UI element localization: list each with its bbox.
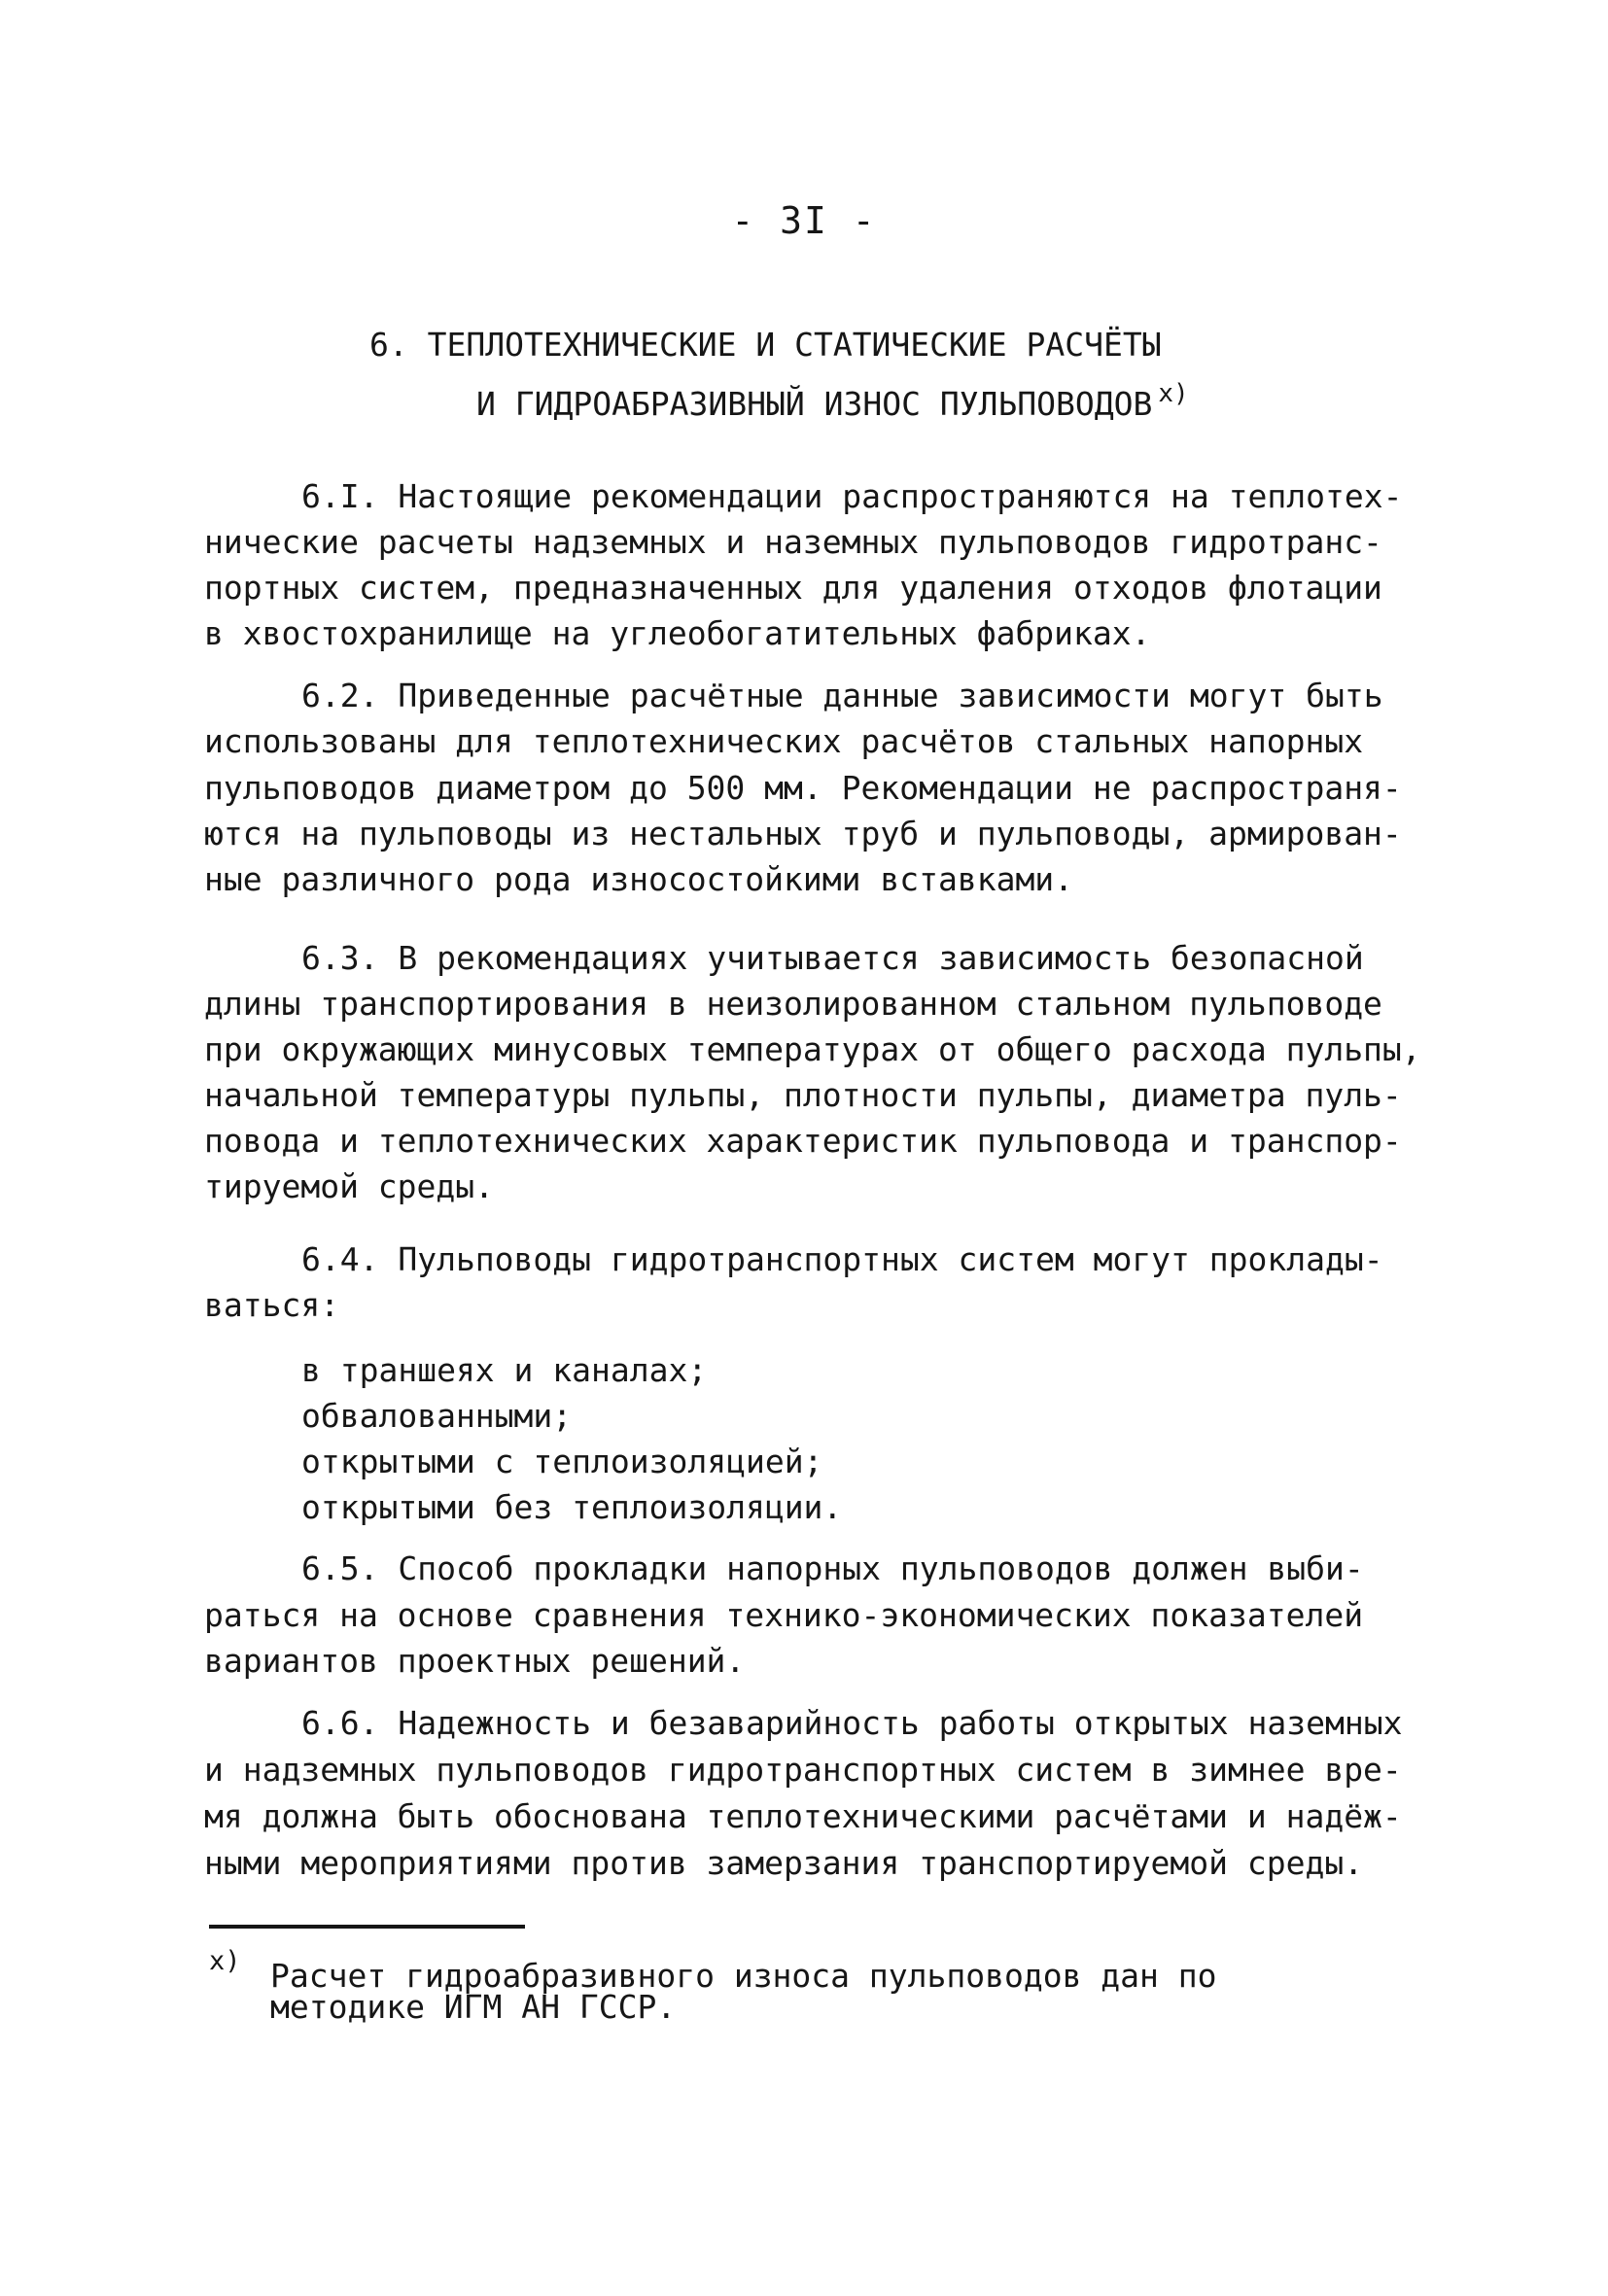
- paragraph-6-3-line: длины транспортирования в неизолированном стальном пульповоде: [204, 985, 1382, 1023]
- paragraph-6-4-line: 6.4. Пульповоды гидротранспортных систем могут проклады-: [301, 1240, 1383, 1278]
- paragraph-6-3-line: при окружающих минусовых температурах от общего расхода пульпы,: [204, 1030, 1421, 1068]
- section-heading-line-1: 6. ТЕПЛОТЕХНИЧЕСКИЕ И СТАТИЧЕСКИЕ РАСЧЁТЫ: [369, 326, 1162, 364]
- section-heading: [369, 321, 1342, 429]
- paragraph-6-6-line: 6.6. Надежность и безаварийность работы открытых наземных: [301, 1704, 1403, 1742]
- paragraph-6-5-line: 6.5. Способ прокладки напорных пульповодов должен выби-: [301, 1549, 1364, 1587]
- paragraph-6-6-line: мя должна быть обоснована теплотехническими расчётами и надёж-: [204, 1797, 1402, 1835]
- paragraph-6-6-line: ными мероприятиями против замерзания транспортируемой среды.: [204, 1844, 1364, 1882]
- paragraph-6-2-line: ются на пульповоды из нестальных труб и пульповоды, армирован-: [204, 815, 1402, 852]
- footnote-line: Расчет гидроабразивного износа пульповодов дан по: [270, 1957, 1217, 1995]
- paragraph-6-1-line: портных систем, предназначенных для удаления отходов флотации: [204, 569, 1382, 607]
- paragraph-6-3-line: повода и теплотехнических характеристик пульповода и транспор-: [204, 1122, 1402, 1160]
- footnote-divider: [209, 1925, 525, 1929]
- list-item: в траншеях и каналах;: [301, 1351, 708, 1389]
- paragraph-6-2-line: ные различного рода износостойкими вставками.: [204, 860, 1074, 898]
- paragraph-6-6-line: и надземных пульповодов гидротранспортных систем в зимнее вре-: [204, 1751, 1402, 1789]
- heading-footnote-mark: x): [1158, 379, 1189, 408]
- paragraph-6-3-line: начальной температуры пульпы, плотности пульпы, диаметра пуль-: [204, 1076, 1402, 1114]
- section-heading-line-2: [369, 369, 1342, 429]
- section-heading-line-2-text: И ГИДРОАБРАЗИВНЫЙ ИЗНОС ПУЛЬПОВОДОВ: [476, 385, 1153, 423]
- paragraph-6-2-line: пульповодов диаметром до 500 мм. Рекомендации не распространя-: [204, 769, 1402, 807]
- paragraph-6-5-line: раться на основе сравнения технико-экономических показателей: [204, 1596, 1364, 1634]
- list-item: обвалованными;: [301, 1397, 573, 1435]
- footnote-line: методике ИГМ АН ГССР.: [270, 1988, 677, 2026]
- paragraph-6-3-line: тируемой среды.: [204, 1167, 495, 1205]
- paragraph-6-2-line: 6.2. Приведенные расчётные данные зависимости могут быть: [301, 677, 1383, 714]
- list-item: открытыми без теплоизоляции.: [301, 1488, 843, 1526]
- paragraph-6-1-line: нические расчеты надземных и наземных пульповодов гидротранс-: [204, 523, 1382, 561]
- paragraph-6-1-line: 6.I. Настоящие рекомендации распространяются на теплотех-: [301, 477, 1403, 515]
- page-number: - 3I -: [731, 199, 877, 242]
- paragraph-6-2-line: использованы для теплотехнических расчётов стальных напорных: [204, 722, 1364, 760]
- footnote-mark: x): [209, 1946, 241, 1976]
- list-item: открытыми с теплоизоляцией;: [301, 1443, 823, 1480]
- paragraph-6-5-line: вариантов проектных решений.: [204, 1642, 746, 1680]
- paragraph-6-4-line: ваться:: [204, 1286, 340, 1324]
- paragraph-6-1-line: в хвостохранилище на углеобогатительных фабриках.: [204, 614, 1151, 652]
- paragraph-6-3-line: 6.3. В рекомендациях учитывается зависимость безопасной: [301, 939, 1364, 977]
